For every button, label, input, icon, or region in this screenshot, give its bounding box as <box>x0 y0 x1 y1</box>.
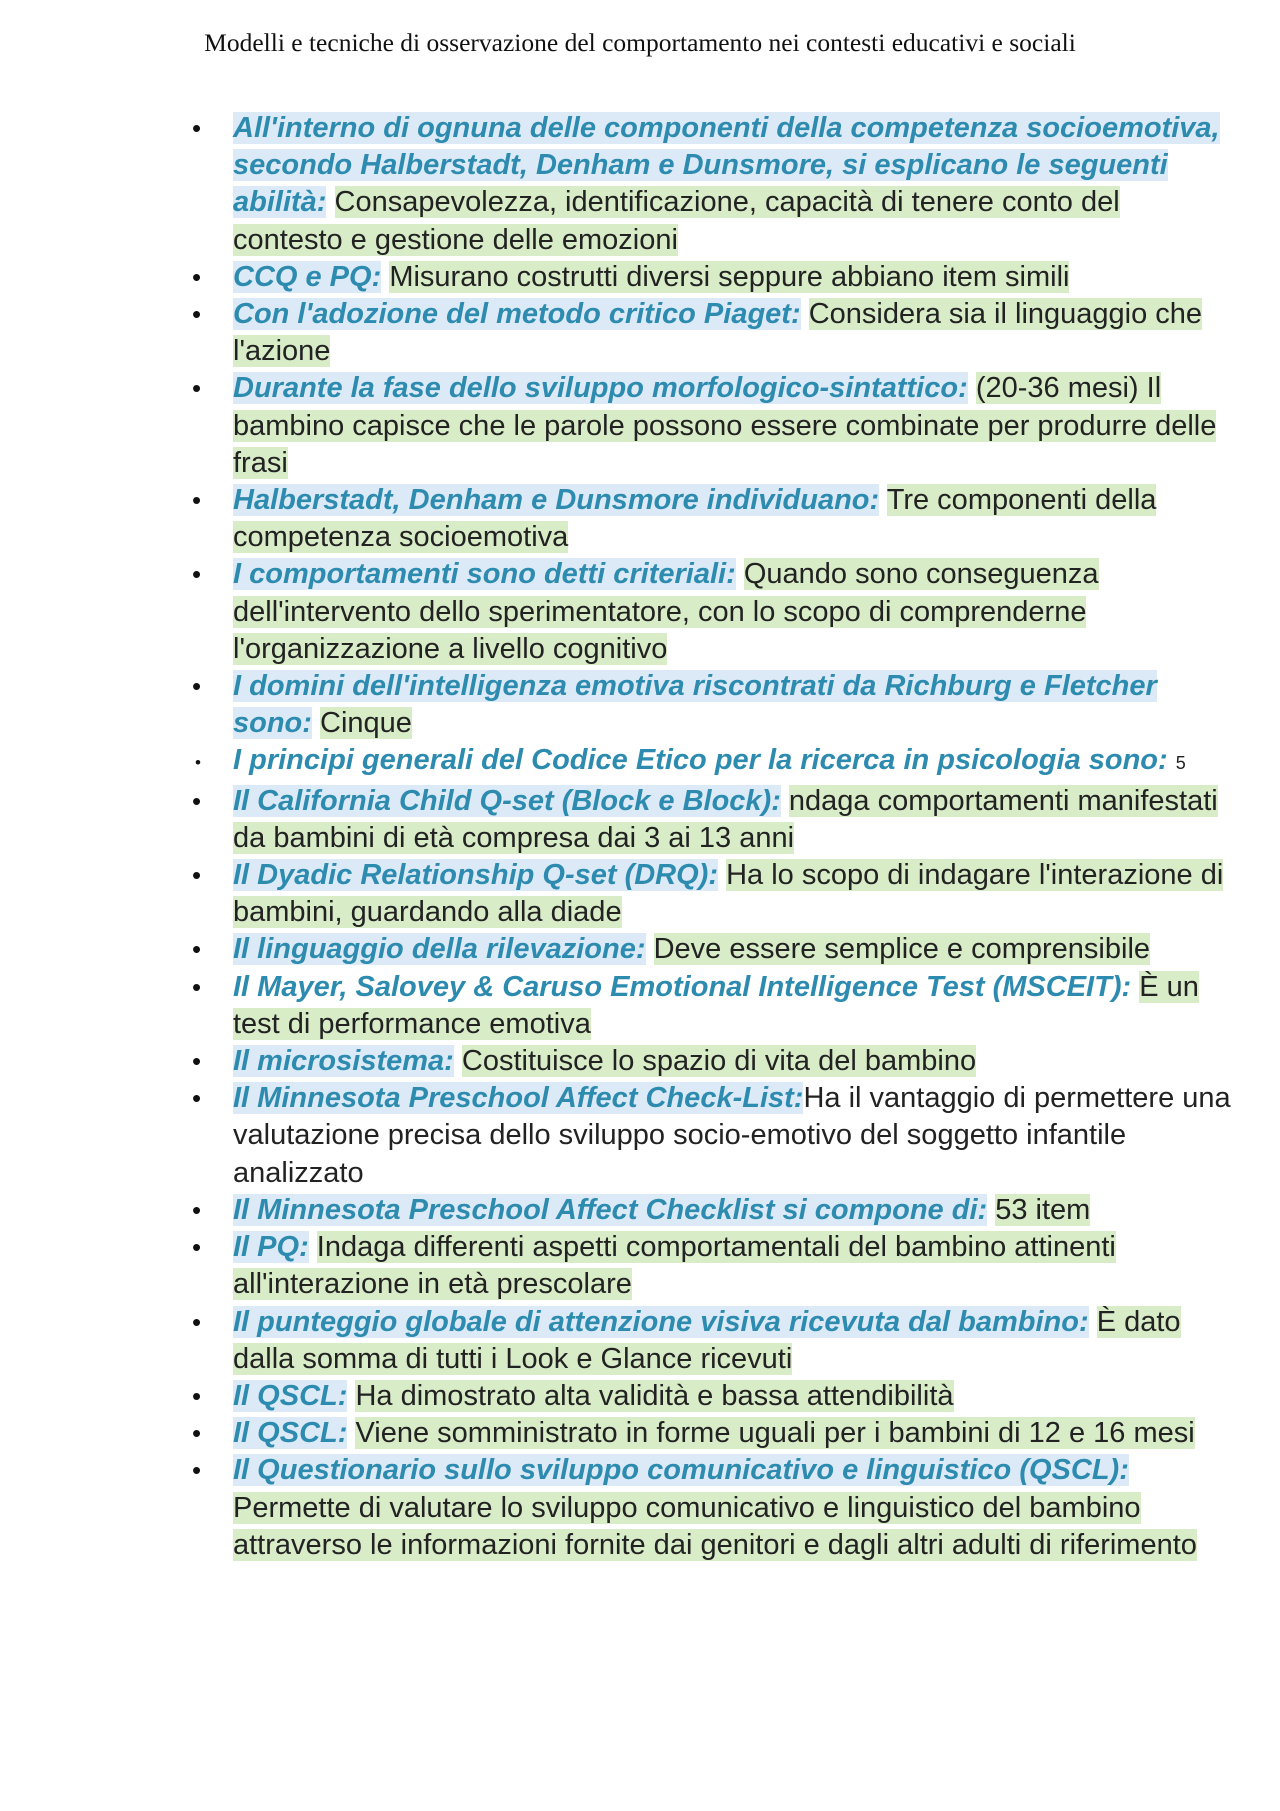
answer-text: Ha lo scopo di indagare l'interazione di bambini, guardando alla diade <box>233 859 1224 929</box>
question-text: Il QSCL: <box>233 1379 348 1412</box>
list-item <box>192 1229 1237 1303</box>
list-item <box>192 969 1237 1043</box>
answer-text: ndaga comportamenti manifestati da bambini di età compresa dai 3 ai 13 anni <box>233 784 1218 854</box>
list-item <box>192 1043 1237 1080</box>
answer-text: Consapevolezza, identificazione, capacità di tenere conto del contesto e gestione delle emozioni <box>233 186 1120 256</box>
list-item <box>192 742 1237 782</box>
list-item <box>192 1415 1237 1452</box>
answer-text: Indaga differenti aspetti comportamentali del bambino attinenti all'interazione in età prescolare <box>233 1231 1116 1301</box>
answer-text: Permette di valutare lo sviluppo comunicativo e linguistico del bambino attraverso le informazioni fornite dai genitori e dagli altri adulti di riferimento <box>233 1491 1197 1561</box>
list-item <box>192 1192 1237 1229</box>
question-text: Il Mayer, Salovey & Caruso Emotional Intelligence Test (MSCEIT): <box>233 970 1132 1003</box>
question-text: Il Minnesota Preschool Affect Check-List: <box>233 1082 804 1115</box>
answer-text: Costituisce lo spazio di vita del bambino <box>461 1045 977 1078</box>
question-text: Con l'adozione del metodo critico Piaget: <box>233 298 801 331</box>
question-text: Il Questionario sullo sviluppo comunicativo e linguistico (QSCL): <box>233 1454 1129 1487</box>
answer-text: Tre componenti della competenza socioemotiva <box>233 484 1157 554</box>
answer-text: Cinque <box>320 707 412 740</box>
question-text: I principi generali del Codice Etico per la ricerca in psicologia sono: <box>233 744 1168 777</box>
question-answer-list <box>192 110 1237 1564</box>
list-item <box>192 1080 1237 1192</box>
question-text: Halberstadt, Denham e Dunsmore individuano: <box>233 484 880 517</box>
list-item <box>192 857 1237 931</box>
question-text: Il linguaggio della rilevazione: <box>233 933 646 966</box>
list-item <box>192 931 1237 968</box>
question-text: CCQ e PQ: <box>233 260 382 293</box>
answer-text: 53 item <box>995 1193 1091 1226</box>
list-item <box>192 370 1237 482</box>
question-text: Il QSCL: <box>233 1417 348 1450</box>
question-text: Il PQ: <box>233 1231 309 1264</box>
list-item <box>192 1378 1237 1415</box>
answer-text: Viene somministrato in forme uguali per i bambini di 12 e 16 mesi <box>355 1417 1195 1450</box>
list-item <box>192 783 1237 857</box>
answer-text: Considera sia il linguaggio che l'azione <box>233 298 1203 368</box>
question-text: I domini dell'intelligenza emotiva riscontrati da Richburg e Fletcher sono: <box>233 670 1157 740</box>
answer-text: Ha dimostrato alta validità e bassa attendibilità <box>355 1379 954 1412</box>
question-text: Durante la fase dello sviluppo morfologico-sintattico: <box>233 372 968 405</box>
question-text: Il Minnesota Preschool Affect Checklist si compone di: <box>233 1193 988 1226</box>
answer-text: Deve essere semplice e comprensibile <box>653 933 1151 966</box>
list-item <box>192 110 1237 259</box>
list-item <box>192 1452 1237 1564</box>
question-text: I comportamenti sono detti criteriali: <box>233 558 736 591</box>
answer-text: Misurano costrutti diversi seppure abbiano item simili <box>389 260 1070 293</box>
question-text: Il Dyadic Relationship Q-set (DRQ): <box>233 859 718 892</box>
answer-text: È dato dalla somma di tutti i Look e Glance ricevuti <box>233 1305 1181 1375</box>
list-item <box>192 296 1237 370</box>
answer-text: È un test di performance emotiva <box>233 970 1199 1040</box>
question-text: All'interno di ognuna delle componenti della competenza socioemotiva, secondo Halberstadt, Denham e Dunsmore, si esplicano le seguenti abilità: <box>233 112 1220 219</box>
page-header: Modelli e tecniche di osservazione del comportamento nei contesti educativi e sociali <box>204 28 1076 57</box>
list-item <box>192 259 1237 296</box>
list-item <box>192 668 1237 742</box>
answer-text: Ha il vantaggio di permettere una valutazione precisa dello sviluppo socio-emotivo del soggetto infantile analizzato <box>233 1082 1231 1189</box>
list-item <box>192 482 1237 556</box>
question-text: Il punteggio globale di attenzione visiva ricevuta dal bambino: <box>233 1305 1089 1338</box>
list-item <box>192 1304 1237 1378</box>
answer-text: Quando sono conseguenza dell'intervento dello sperimentatore, con lo scopo di comprenderne l'organizzazione a livello cognitivo <box>233 558 1099 665</box>
list-item <box>192 556 1237 668</box>
answer-text: (20-36 mesi) Il bambino capisce che le parole possono essere combinate per produrre delle frasi <box>233 372 1217 479</box>
answer-text: 5 <box>1175 753 1186 774</box>
question-text: Il microsistema: <box>233 1045 454 1078</box>
question-text: Il California Child Q-set (Block e Block): <box>233 784 781 817</box>
